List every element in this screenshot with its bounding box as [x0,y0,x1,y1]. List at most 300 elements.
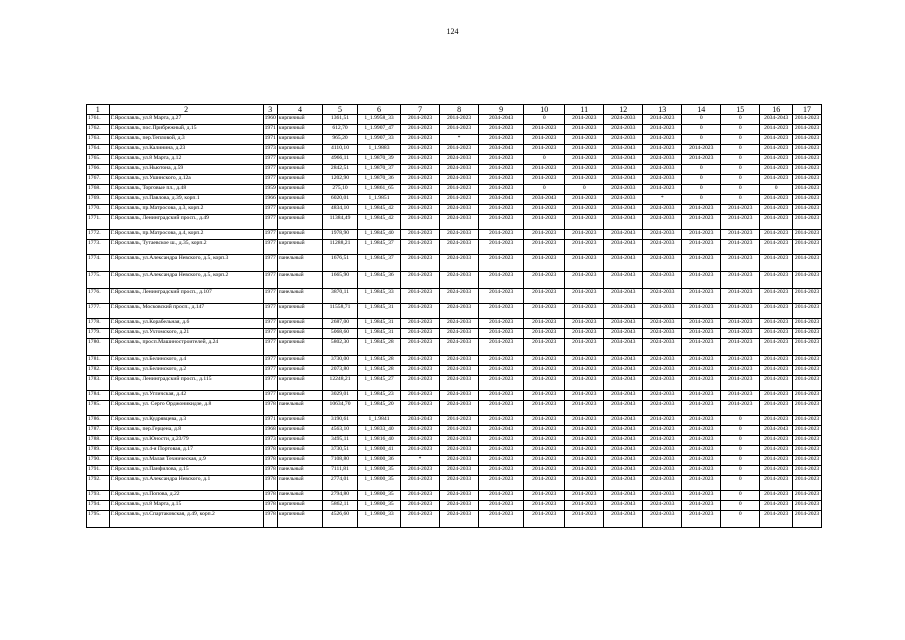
cell-area: 3190,61 [323,416,358,426]
cell-period-9: 2014-2023 [479,491,524,501]
cell-period-7: 2014-2023 [401,195,440,205]
table-row [87,426,822,436]
cell-build-year: 1977 [263,304,277,319]
cell-period-7: 2014-2023 [401,356,440,366]
cell-period-15: 0 [721,125,760,135]
cell-period-14: 2014-2023 [682,426,721,436]
cell-row-number: 1777. [87,304,110,319]
cell-period-14: 0 [682,165,721,175]
cell-period-8: 2024-2033 [440,466,479,476]
cell-period-7: 2014-2023 [401,466,440,476]
cell-area: 11288,21 [323,240,358,255]
cell-period-14: 0 [682,135,721,145]
cell-period-12: 2024-2033 [604,185,643,195]
cell-address: Г.Ярославль, ул.8 Марта, д.27 [109,115,263,125]
cell-period-7: 2014-2023 [401,446,440,456]
cell-build-year: 1977 [263,391,277,401]
table-row [87,145,822,155]
cell-period-15: 0 [721,511,760,528]
cell-period-17: 2014-2023 [793,446,822,456]
cell-build-year: 1977 [263,230,277,240]
cell-period-7: * [401,456,440,466]
cell-period-16: 2014-2023 [760,125,793,135]
cell-address: Г.Ярославль, Торговые пл., д.48 [109,185,263,195]
cell-period-16: 2014-2023 [760,339,793,356]
cell-period-10: 2014-2023 [524,491,565,501]
cell-area: 2774,01 [323,476,358,491]
cell-wall-material: кирпичный [277,135,322,145]
cell-house-code: 1_1.9800_35 [357,491,400,501]
cell-period-13: 2014-2023 [643,145,682,155]
cell-area: 1361,51 [323,115,358,125]
cell-house-code: 1_1.9870_39 [357,155,400,165]
cell-period-7: 2014-2023 [401,329,440,339]
cell-period-15: 2014-2023 [721,230,760,240]
cell-build-year: 1971 [263,135,277,145]
cell-address: Г.Ярославль, Московский просп., д.147 [109,304,263,319]
cell-period-8: 2024-2033 [440,215,479,230]
cell-period-17: 2014-2023 [793,165,822,175]
cell-house-code: 1_1.9845_40 [357,230,400,240]
cell-period-8: 2024-2033 [440,329,479,339]
table-row [87,339,822,356]
cell-period-7: 2014-2023 [401,135,440,145]
cell-house-code: 1_1.9845_28 [357,339,400,356]
cell-house-code: 1_1.9851 [357,195,400,205]
cell-period-11: 2014-2023 [565,255,604,272]
cell-area: 1202,90 [323,175,358,185]
cell-wall-material: кирпичный [277,145,322,155]
cell-wall-material: кирпичный [277,304,322,319]
cell-address: Г.Ярославль, ул.Белинского, д.2 [109,366,263,376]
cell-period-9: 2014-2023 [479,165,524,175]
cell-period-16: 2014-2023 [760,255,793,272]
cell-period-17: 2014-2023 [793,491,822,501]
cell-house-code: 1_1.9845_37 [357,240,400,255]
cell-period-8: 2024-2033 [440,165,479,175]
cell-period-17: 2014-2023 [793,476,822,491]
cell-row-number: 1795. [87,511,110,528]
cell-period-11: 2014-2023 [565,195,604,205]
cell-row-number: 1776. [87,289,110,304]
cell-house-code: 1_1.9845_28 [357,366,400,376]
cell-period-16: 2034-2043 [760,426,793,436]
cell-wall-material: панельный [277,491,322,501]
cell-period-16: 2014-2023 [760,401,793,416]
cell-period-7: 2014-2023 [401,339,440,356]
cell-period-8: 2024-2033 [440,230,479,240]
cell-house-code: 1_1.9845_31 [357,319,400,329]
column-number-2: 2 [109,105,263,115]
cell-period-11: 2014-2023 [565,289,604,304]
cell-address: Г.Ярославль, ул.Угличская, д.42 [109,391,263,401]
cell-period-14: 2014-2023 [682,304,721,319]
cell-period-12: 2034-2043 [604,155,643,165]
table-row [87,436,822,446]
cell-period-12: 2034-2043 [604,339,643,356]
cell-period-7: 2014-2023 [401,501,440,511]
cell-period-13: 2024-2033 [643,356,682,366]
cell-period-17: 2014-2023 [793,376,822,391]
cell-period-11: 2014-2023 [565,155,604,165]
cell-wall-material: панельный [277,289,322,304]
cell-build-year: 1959 [263,185,277,195]
cell-period-9: 2034-2043 [479,426,524,436]
cell-period-10: 2014-2023 [524,466,565,476]
cell-period-17: 2014-2023 [793,255,822,272]
cell-house-code: 1_1.9800_36 [357,456,400,466]
cell-period-14: 2014-2023 [682,511,721,528]
cell-period-14: 2014-2023 [682,366,721,376]
cell-period-11: 2014-2023 [565,376,604,391]
cell-period-14: 0 [682,175,721,185]
cell-period-15: 0 [721,145,760,155]
cell-build-year: 1977 [263,289,277,304]
cell-period-13: 2024-2033 [643,339,682,356]
cell-period-16: 2014-2023 [760,376,793,391]
cell-period-7: 2014-2023 [401,155,440,165]
cell-period-8: 2014-2023 [440,125,479,135]
cell-period-15: 0 [721,491,760,501]
cell-period-11: 2014-2023 [565,426,604,436]
cell-period-11: 2014-2023 [565,135,604,145]
table-row [87,125,822,135]
cell-period-9: 2014-2023 [479,356,524,366]
cell-period-12: 2034-2043 [604,215,643,230]
cell-period-8: 2014-2023 [440,416,479,426]
table-row [87,215,822,230]
cell-period-14: 2014-2023 [682,466,721,476]
cell-period-13: 2024-2033 [643,329,682,339]
cell-period-15: 2014-2023 [721,272,760,289]
cell-address: Г.Ярославль, ул.4-я Портовая, д.17 [109,446,263,456]
cell-period-10: 2014-2023 [524,476,565,491]
cell-period-14: 2014-2023 [682,456,721,466]
cell-period-14: 2014-2023 [682,339,721,356]
cell-period-15: 0 [721,466,760,476]
cell-house-code: 1_1.9800_41 [357,446,400,456]
cell-wall-material: кирпичный [277,366,322,376]
cell-period-7: 2014-2023 [401,272,440,289]
cell-build-year: 1977 [263,356,277,366]
cell-row-number: 1761. [87,115,110,125]
cell-period-16: 2014-2023 [760,456,793,466]
cell-period-8: 2024-2033 [440,446,479,456]
cell-wall-material: кирпичный [277,230,322,240]
cell-period-15: 2014-2023 [721,319,760,329]
cell-period-10: 2014-2023 [524,175,565,185]
table-row [87,155,822,165]
cell-area: 2687,00 [323,319,358,329]
cell-wall-material: кирпичный [277,329,322,339]
cell-period-15: 0 [721,501,760,511]
cell-period-7: 2014-2023 [401,165,440,175]
cell-period-12: 2034-2043 [604,319,643,329]
cell-period-15: 0 [721,476,760,491]
cell-house-code: 1_1.9883 [357,145,400,155]
cell-row-number: 1765. [87,155,110,165]
cell-wall-material: кирпичный [277,240,322,255]
cell-period-8: 2024-2033 [440,491,479,501]
table-row [87,511,822,528]
cell-build-year: 1977 [263,339,277,356]
cell-period-10: 2014-2023 [524,205,565,215]
cell-period-16: 2014-2023 [760,319,793,329]
cell-period-14: 0 [682,125,721,135]
table-row [87,175,822,185]
cell-period-7: 2014-2023 [401,476,440,491]
cell-period-10: 2014-2023 [524,319,565,329]
cell-period-11: 2014-2023 [565,491,604,501]
table-row [87,205,822,215]
cell-period-16: 2014-2023 [760,416,793,426]
cell-house-code: 1_1.9816_40 [357,436,400,446]
cell-period-9: 2014-2023 [479,339,524,356]
cell-period-15: 2014-2023 [721,255,760,272]
cell-period-13: 2024-2033 [643,456,682,466]
cell-row-number: 1781. [87,356,110,366]
cell-period-17: 2014-2023 [793,145,822,155]
table-row [87,135,822,145]
cell-address: Г.Ярославль, ул.Александра Невского, д.5, корп.3 [109,255,263,272]
cell-period-7: 2014-2023 [401,391,440,401]
cell-period-12: 2034-2043 [604,476,643,491]
cell-period-16: 2014-2023 [760,175,793,185]
cell-period-17: 2014-2023 [793,356,822,366]
cell-period-14: 2014-2023 [682,446,721,456]
cell-area: 5068,60 [323,329,358,339]
cell-period-14: 2014-2023 [682,436,721,446]
cell-period-12: 2034-2043 [604,230,643,240]
cell-period-7: 2014-2023 [401,511,440,528]
cell-period-8: 2024-2033 [440,391,479,401]
table-row [87,230,822,240]
cell-period-13: 2024-2033 [643,304,682,319]
table-row [87,476,822,491]
cell-period-17: 2014-2023 [793,329,822,339]
cell-period-10: 2014-2023 [524,240,565,255]
column-number-14: 14 [682,105,721,115]
cell-period-8: 2014-2023 [440,185,479,195]
cell-period-16: 0 [760,185,793,195]
cell-period-17: 2014-2023 [793,230,822,240]
cell-period-10: 2014-2023 [524,456,565,466]
cell-period-10: 2014-2023 [524,215,565,230]
cell-period-11: 2014-2023 [565,436,604,446]
cell-period-15: 0 [721,175,760,185]
cell-period-15: 2014-2023 [721,329,760,339]
cell-area: 5862,11 [323,501,358,511]
cell-period-7: 2014-2023 [401,319,440,329]
cell-period-14: 2014-2023 [682,289,721,304]
cell-address: Г.Ярославль, Тутаевское ш., д.35, корп.2 [109,240,263,255]
cell-period-16: 2014-2023 [760,240,793,255]
cell-house-code: 1_1.9845_31 [357,304,400,319]
cell-period-10: 0 [524,155,565,165]
cell-house-code: 1_1.9845_33 [357,289,400,304]
table-row [87,446,822,456]
cell-address: Г.Ярославль, ул.Юности, д.23/79 [109,436,263,446]
cell-house-code: 1_1.9870_36 [357,175,400,185]
cell-period-8: 2024-2033 [440,155,479,165]
cell-period-16: 2014-2023 [760,304,793,319]
cell-period-13: 2024-2033 [643,165,682,175]
column-number-row [87,105,822,115]
cell-row-number: 1792. [87,476,110,491]
cell-period-8: 2024-2033 [440,255,479,272]
cell-period-14: 0 [682,195,721,205]
cell-period-12: 2034-2043 [604,205,643,215]
cell-house-code: 1_1.9845_31 [357,329,400,339]
cell-period-17: 2014-2023 [793,436,822,446]
cell-period-7: 2014-2023 [401,436,440,446]
table-row [87,391,822,401]
cell-wall-material: кирпичный [277,391,322,401]
cell-period-9: 2034-2043 [479,195,524,205]
cell-wall-material: кирпичный [277,416,322,426]
cell-period-11: 2014-2023 [565,115,604,125]
cell-area: 5802,30 [323,339,358,356]
cell-build-year: 1978 [263,446,277,456]
cell-period-15: 2014-2023 [721,366,760,376]
cell-period-13: 2024-2033 [643,376,682,391]
cell-period-12: 2034-2043 [604,376,643,391]
cell-period-12: 2034-2043 [604,255,643,272]
cell-address: Г.Ярославль, просп.Машиностроителей, д.24 [109,339,263,356]
column-number-8: 8 [440,105,479,115]
cell-house-code: 1_1.9833_40 [357,426,400,436]
cell-period-10: 2014-2023 [524,416,565,426]
cell-area: 11384,49 [323,215,358,230]
cell-period-9: 2014-2023 [479,255,524,272]
cell-period-9: 2014-2023 [479,391,524,401]
cell-period-15: 2014-2023 [721,205,760,215]
cell-area: 4834,10 [323,205,358,215]
cell-period-7: 2014-2023 [401,401,440,416]
cell-period-16: 2014-2023 [760,135,793,145]
cell-period-12: 2034-2043 [604,466,643,476]
cell-build-year: 1977 [263,175,277,185]
cell-period-15: 2014-2023 [721,240,760,255]
table-row [87,401,822,416]
cell-period-13: 2024-2033 [643,391,682,401]
cell-wall-material: панельный [277,272,322,289]
cell-period-10: 2014-2023 [524,272,565,289]
column-number-17: 17 [793,105,822,115]
cell-period-9: 2034-2043 [479,115,524,125]
cell-period-16: 2014-2023 [760,366,793,376]
cell-build-year: 1978 [263,456,277,466]
cell-period-14: 2014-2023 [682,205,721,215]
cell-address: Г.Ярославль, ул.Кудрявцева, д.3 [109,416,263,426]
cell-period-10: 2014-2023 [524,446,565,456]
cell-house-code: 1_1.9800_33 [357,511,400,528]
cell-build-year: 1971 [263,125,277,135]
cell-period-15: 0 [721,195,760,205]
cell-build-year: 1977 [263,366,277,376]
cell-wall-material: кирпичный [277,426,322,436]
cell-period-10: 2014-2023 [524,135,565,145]
column-number-12: 12 [604,105,643,115]
cell-period-17: 2014-2023 [793,391,822,401]
cell-row-number: 1770. [87,205,110,215]
cell-period-14: 2014-2023 [682,240,721,255]
cell-build-year: 1978 [263,491,277,501]
cell-period-15: 0 [721,446,760,456]
cell-row-number: 1794. [87,501,110,511]
cell-period-10: 2014-2023 [524,255,565,272]
cell-period-9: 2014-2023 [479,416,524,426]
cell-period-12: 2024-2033 [604,135,643,145]
cell-period-17: 2014-2023 [793,501,822,511]
cell-period-9: 2014-2023 [479,329,524,339]
cell-period-10: 2014-2023 [524,501,565,511]
cell-address: Г.Ярославль, пер.Тепловой, д.3 [109,135,263,145]
cell-area: 275,10 [323,185,358,195]
cell-period-15: 2014-2023 [721,304,760,319]
cell-wall-material: кирпичный [277,339,322,356]
cell-period-15: 0 [721,416,760,426]
cell-period-14: 2014-2023 [682,255,721,272]
column-number-4: 4 [277,105,322,115]
cell-period-10: 2014-2023 [524,366,565,376]
cell-period-12: 2034-2043 [604,511,643,528]
cell-period-11: 2014-2023 [565,272,604,289]
cell-build-year: 1977 [263,272,277,289]
cell-period-13: 2024-2033 [643,215,682,230]
cell-row-number: 1767. [87,175,110,185]
cell-period-8: 2024-2033 [440,376,479,391]
cell-area: 3730,00 [323,356,358,366]
cell-row-number: 1774. [87,255,110,272]
cell-period-17: 2014-2023 [793,366,822,376]
cell-row-number: 1775. [87,272,110,289]
cell-period-10: 2014-2023 [524,376,565,391]
cell-period-16: 2014-2023 [760,155,793,165]
cell-period-15: 2014-2023 [721,376,760,391]
cell-build-year: 1971 [263,416,277,426]
cell-build-year: 1978 [263,511,277,528]
cell-row-number: 1786. [87,416,110,426]
cell-period-9: 2014-2023 [479,175,524,185]
cell-period-16: 2014-2023 [760,491,793,501]
cell-area: 10634,70 [323,401,358,416]
cell-period-16: 2014-2023 [760,501,793,511]
cell-period-7: 2014-2023 [401,376,440,391]
cell-period-9: 2014-2023 [479,401,524,416]
cell-house-code: 1_1.9845_27 [357,376,400,391]
cell-build-year: 1977 [263,255,277,272]
column-number-16: 16 [760,105,793,115]
cell-period-8: 2024-2033 [440,511,479,528]
cell-period-16: 2014-2023 [760,230,793,240]
cell-period-13: 2024-2033 [643,401,682,416]
cell-row-number: 1790. [87,456,110,466]
column-number-3: 3 [263,105,277,115]
cell-period-12: 2034-2043 [604,491,643,501]
cell-period-7: 2014-2023 [401,145,440,155]
cell-period-12: 2034-2043 [604,366,643,376]
cell-row-number: 1764. [87,145,110,155]
cell-period-17: 2014-2023 [793,401,822,416]
cell-period-12: 2034-2043 [604,391,643,401]
cell-build-year: 1977 [263,155,277,165]
cell-build-year: 1968 [263,426,277,436]
cell-period-17: 2014-2023 [793,175,822,185]
cell-period-13: 2024-2033 [643,272,682,289]
cell-house-code: 1_1.9845_20 [357,401,400,416]
cell-period-15: 2014-2023 [721,215,760,230]
